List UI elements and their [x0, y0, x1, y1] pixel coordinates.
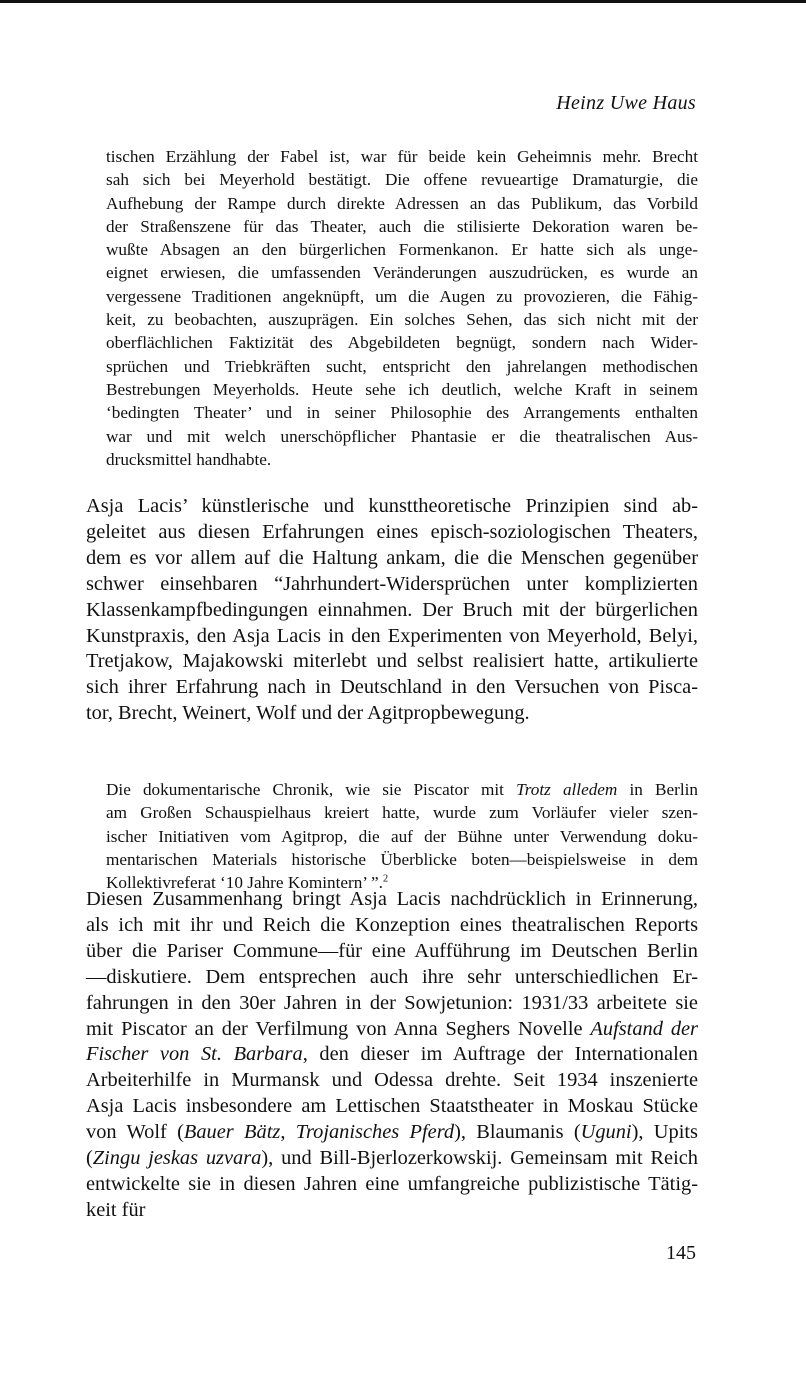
work-title: Aufstand der: [590, 1017, 698, 1040]
paragraph-line: tor, Brecht, Weinert, Wolf und der Agitpropbewegung.: [86, 702, 530, 725]
quote-line: [106, 778, 698, 801]
paragraph-line: sich ihrer Erfahrung nach in Deutschland in den Versuchen von Pisca-: [86, 676, 698, 699]
quote-line: Aufhebung der Rampe durch direkte Adressen an das Publikum, das Vorbild: [106, 193, 698, 213]
quote-line: vergessene Traditionen angeknüpft, um die Augen zu provozieren, die Fähig-: [106, 286, 698, 306]
paragraph-line: Arbeiterhilfe in Murmansk und Odessa drehte. Seit 1934 inszenierte: [86, 1069, 698, 1092]
work-title: Bauer Bätz: [183, 1121, 281, 1144]
paragraph-line: geleitet aus diesen Erfahrungen eines episch-soziologischen Theaters,: [86, 520, 698, 543]
quote-line: keit, zu beobachten, auszuprägen. Ein solches Sehen, das sich nicht mit der: [106, 310, 698, 330]
paragraph-text: ), Upits: [631, 1121, 698, 1144]
quote-line: war und mit welch unerschöpflicher Phantasie er die theatralischen Aus-: [106, 426, 698, 446]
footnote-marker: 2: [382, 873, 389, 885]
quote-line: wußte Absagen an den bürgerlichen Formenkanon. Er hatte sich als unge-: [106, 240, 698, 260]
paragraph-line: keit für: [86, 1198, 146, 1221]
quote-line: Bestrebungen Meyerholds. Heute sehe ich deutlich, welche Kraft in seinem: [106, 379, 698, 399]
paragraph-line: Diesen Zusammenhang bringt Asja Lacis nachdrücklich in Erinnerung,: [86, 888, 698, 910]
quote-line: ‘bedingten Theater’ und in seiner Philosophie des Arrangements enthalten: [106, 403, 698, 423]
quote-line: am Großen Schauspielhaus kreiert hatte, wurde zum Vorläufer vieler szen-: [106, 803, 698, 823]
paragraph-text: ,: [280, 1121, 296, 1144]
paragraph-line: Asja Lacis’ künstlerische und kunsttheoretische Prinzipien sind ab-: [86, 495, 698, 517]
paragraph-text: ), und Bill-Bjerlozerkowskij. Gemeinsam mit Reich: [261, 1147, 698, 1170]
paragraph-line: [86, 1146, 698, 1172]
paragraph-line: Asja Lacis insbesondere am Lettischen Staatstheater in Moskau Stücke: [86, 1095, 698, 1118]
work-title: Zingu jeskas uzvara: [92, 1147, 262, 1170]
top-border-rule: [0, 0, 806, 3]
paragraph-line: —diskutiere. Dem entsprechen auch ihre sehr unterschiedlichen Er-: [86, 965, 698, 988]
paragraph-line: fahrungen in den 30er Jahren in der Sowjetunion: 1931/33 arbeitete sie: [86, 991, 698, 1014]
paragraph-line: entwickelte sie in diesen Jahren eine umfangreiche publizistische Tätig-: [86, 1172, 698, 1195]
running-header-author: Heinz Uwe Haus: [556, 92, 696, 114]
paragraph-paris-commune: [86, 887, 698, 1224]
quote-line: drucksmittel handhabte.: [106, 449, 272, 469]
quote-text: in Berlin: [617, 780, 698, 799]
paragraph-line: Klassenkampfbedingungen einnahmen. Der Bruch mit der bürgerlichen: [86, 598, 698, 621]
paragraph-line: Tretjakow, Majakowski miterlebt und selbst realisiert hatte, artikulierte: [86, 650, 698, 673]
paragraph-text: von Wolf (: [86, 1121, 184, 1144]
paragraph-line: Kunstpraxis, den Asja Lacis in den Experimenten von Meyerhold, Belyi,: [86, 624, 698, 647]
page-number: 145: [666, 1242, 696, 1264]
work-title: Trotz alledem: [516, 780, 618, 799]
block-quote-meyerhold: [106, 145, 698, 471]
quote-line: mentarischen Materials historische Überblicke boten—beispielsweise in dem: [106, 849, 698, 869]
work-title: Fischer von St. Barbara: [86, 1043, 303, 1066]
paragraph-text: mit Piscator an der Verfilmung von Anna Seghers Novelle: [86, 1017, 591, 1040]
paragraph-asja-lacis-principles: [86, 494, 698, 727]
quote-text: Kollektivreferat ‘10 Jahre Komintern’ ”.: [106, 873, 383, 893]
paragraph-text: , den dieser im Auftrage der Internationalen: [302, 1043, 698, 1066]
paragraph-line: schwer einsehbaren “Jahrhundert-Widersprüchen unter komplizierten: [86, 572, 698, 595]
work-title: Uguni: [580, 1121, 632, 1144]
quote-line: ischer Initiativen vom Agitprop, die auf der Bühne unter Verwendung doku-: [106, 826, 698, 846]
paragraph-text: ), Blaumanis (: [454, 1121, 581, 1144]
paragraph-line: [86, 1042, 698, 1068]
paragraph-line: [86, 1017, 698, 1043]
quote-line: eignet erwiesen, die umfassenden Veränderungen auszudrücken, es wurde an: [106, 263, 698, 283]
quote-text: Die dokumentarische Chronik, wie sie Piscator mit: [106, 780, 517, 799]
quote-line: der Straßenszene für das Theater, auch die stilisierte Dekoration waren be-: [106, 216, 698, 236]
paragraph-text: (: [86, 1147, 93, 1170]
quote-line: sah sich bei Meyerhold bestätigt. Die offene revueartige Dramaturgie, die: [106, 170, 698, 190]
work-title: Trojanisches Pferd: [295, 1121, 455, 1144]
block-quote-piscator: [106, 778, 698, 894]
paragraph-line: dem es vor allem auf die Haltung ankam, die die Menschen gegenüber: [86, 546, 698, 569]
quote-line: tischen Erzählung der Fabel ist, war für beide kein Geheimnis mehr. Brecht: [106, 147, 698, 166]
quote-line: sprüchen und Triebkräften sucht, entspricht den jahrelangen methodischen: [106, 356, 698, 376]
paragraph-line: über die Pariser Commune—für eine Aufführung im Deutschen Berlin: [86, 939, 698, 962]
paragraph-line: [86, 1120, 698, 1146]
quote-line: oberflächlichen Faktizität des Abgebildeten begnügt, sondern nach Wider-: [106, 333, 698, 353]
paragraph-line: als ich mit ihr und Reich die Konzeption eines theatralischen Reports: [86, 913, 698, 936]
